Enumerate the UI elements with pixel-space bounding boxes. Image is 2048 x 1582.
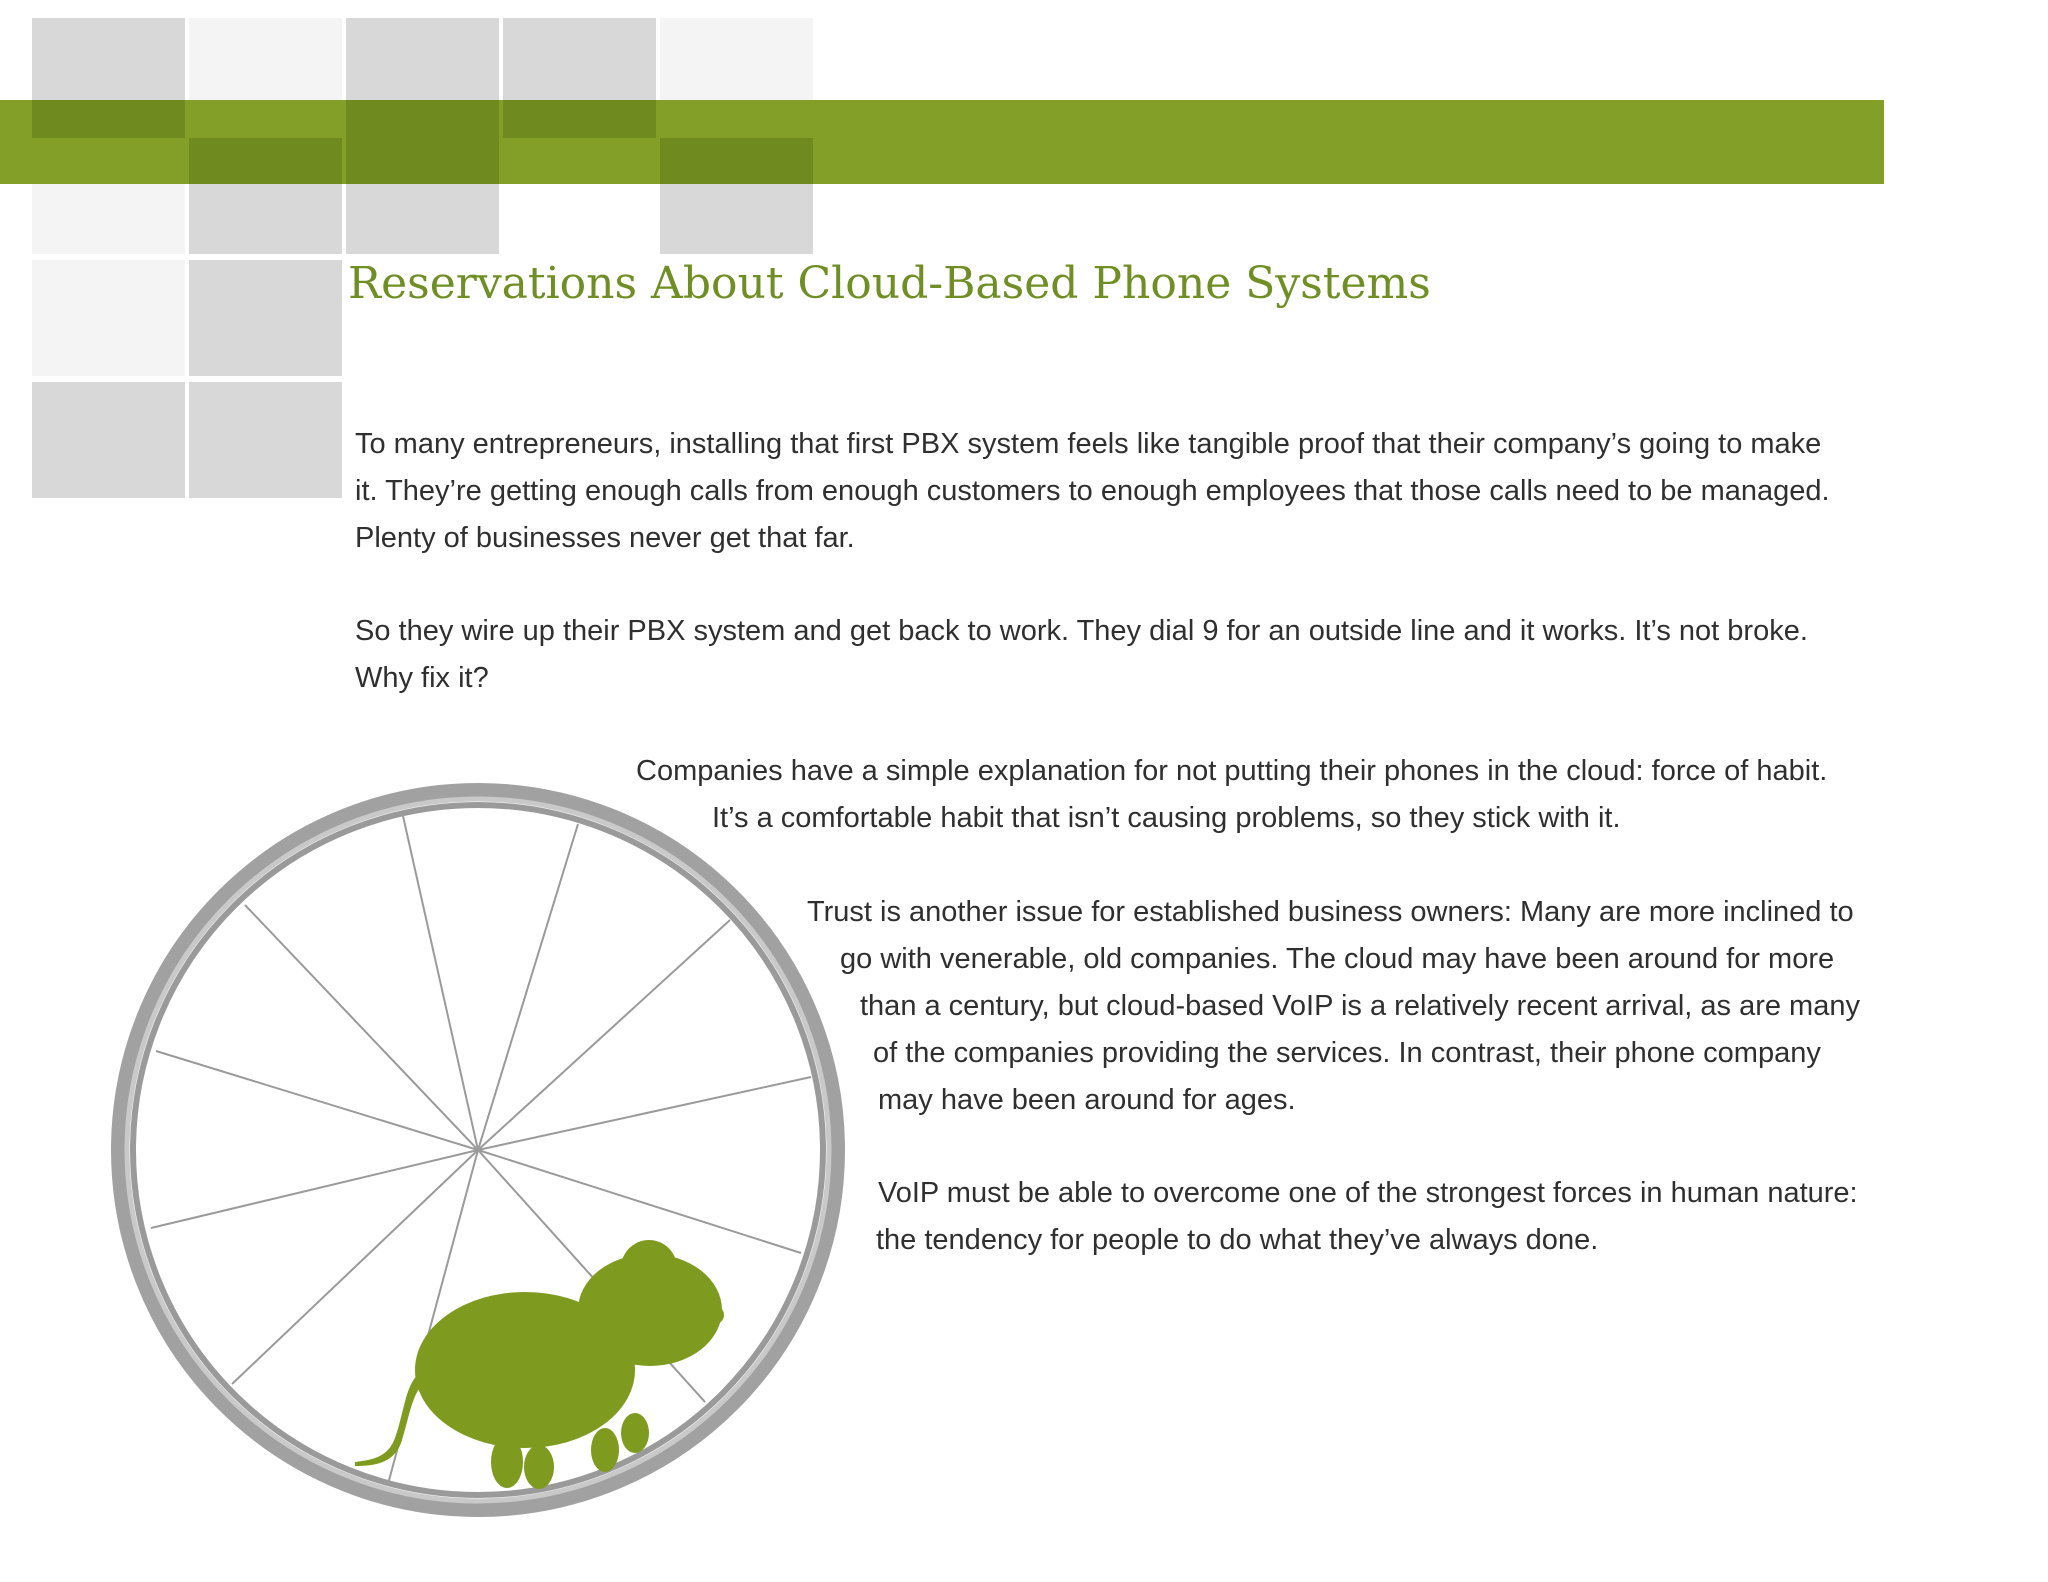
text-line: the tendency for people to do what they’ve always done. <box>876 1224 1599 1256</box>
band-shade <box>346 138 499 184</box>
band-shade <box>660 138 813 184</box>
band-shade <box>503 100 656 138</box>
paragraph-intro <box>355 421 1830 562</box>
tile <box>32 382 185 498</box>
text-line: VoIP must be able to overcome one of the strongest forces in human nature: <box>878 1177 1858 1209</box>
text-line: than a century, but cloud-based VoIP is a relatively recent arrival, as are many <box>860 990 1860 1022</box>
tile <box>189 260 342 376</box>
band-shade <box>32 100 185 138</box>
text-line: Trust is another issue for established business owners: Many are more inclined to <box>807 896 1854 928</box>
band-shade <box>189 138 342 184</box>
page-title: Reservations About Cloud-Based Phone Systems <box>348 258 1431 309</box>
tile <box>32 260 185 376</box>
text-line: it. They’re getting enough calls from enough customers to enough employees that those calls need to be managed. <box>355 475 1830 507</box>
tile <box>189 382 342 498</box>
text-line: To many entrepreneurs, installing that first PBX system feels like tangible proof that their company’s going to make <box>355 428 1822 460</box>
text-line: So they wire up their PBX system and get back to work. They dial 9 for an outside line and it works. It’s not broke. <box>355 615 1808 647</box>
paragraph-wire-up <box>355 608 1808 702</box>
text-line: may have been around for ages. <box>878 1084 1296 1116</box>
text-line: of the companies providing the services. In contrast, their phone company <box>873 1037 1821 1069</box>
hamster-wheel-mouse-icon <box>105 770 865 1530</box>
text-line: It’s a comfortable habit that isn’t causing problems, so they stick with it. <box>712 802 1621 834</box>
text-line: Why fix it? <box>355 662 489 694</box>
text-line: go with venerable, old companies. The cloud may have been around for more <box>840 943 1835 975</box>
text-line: Plenty of businesses never get that far. <box>355 522 855 554</box>
band-shade <box>346 100 499 138</box>
text-line: Companies have a simple explanation for not putting their phones in the cloud: force of habit. <box>636 755 1828 787</box>
